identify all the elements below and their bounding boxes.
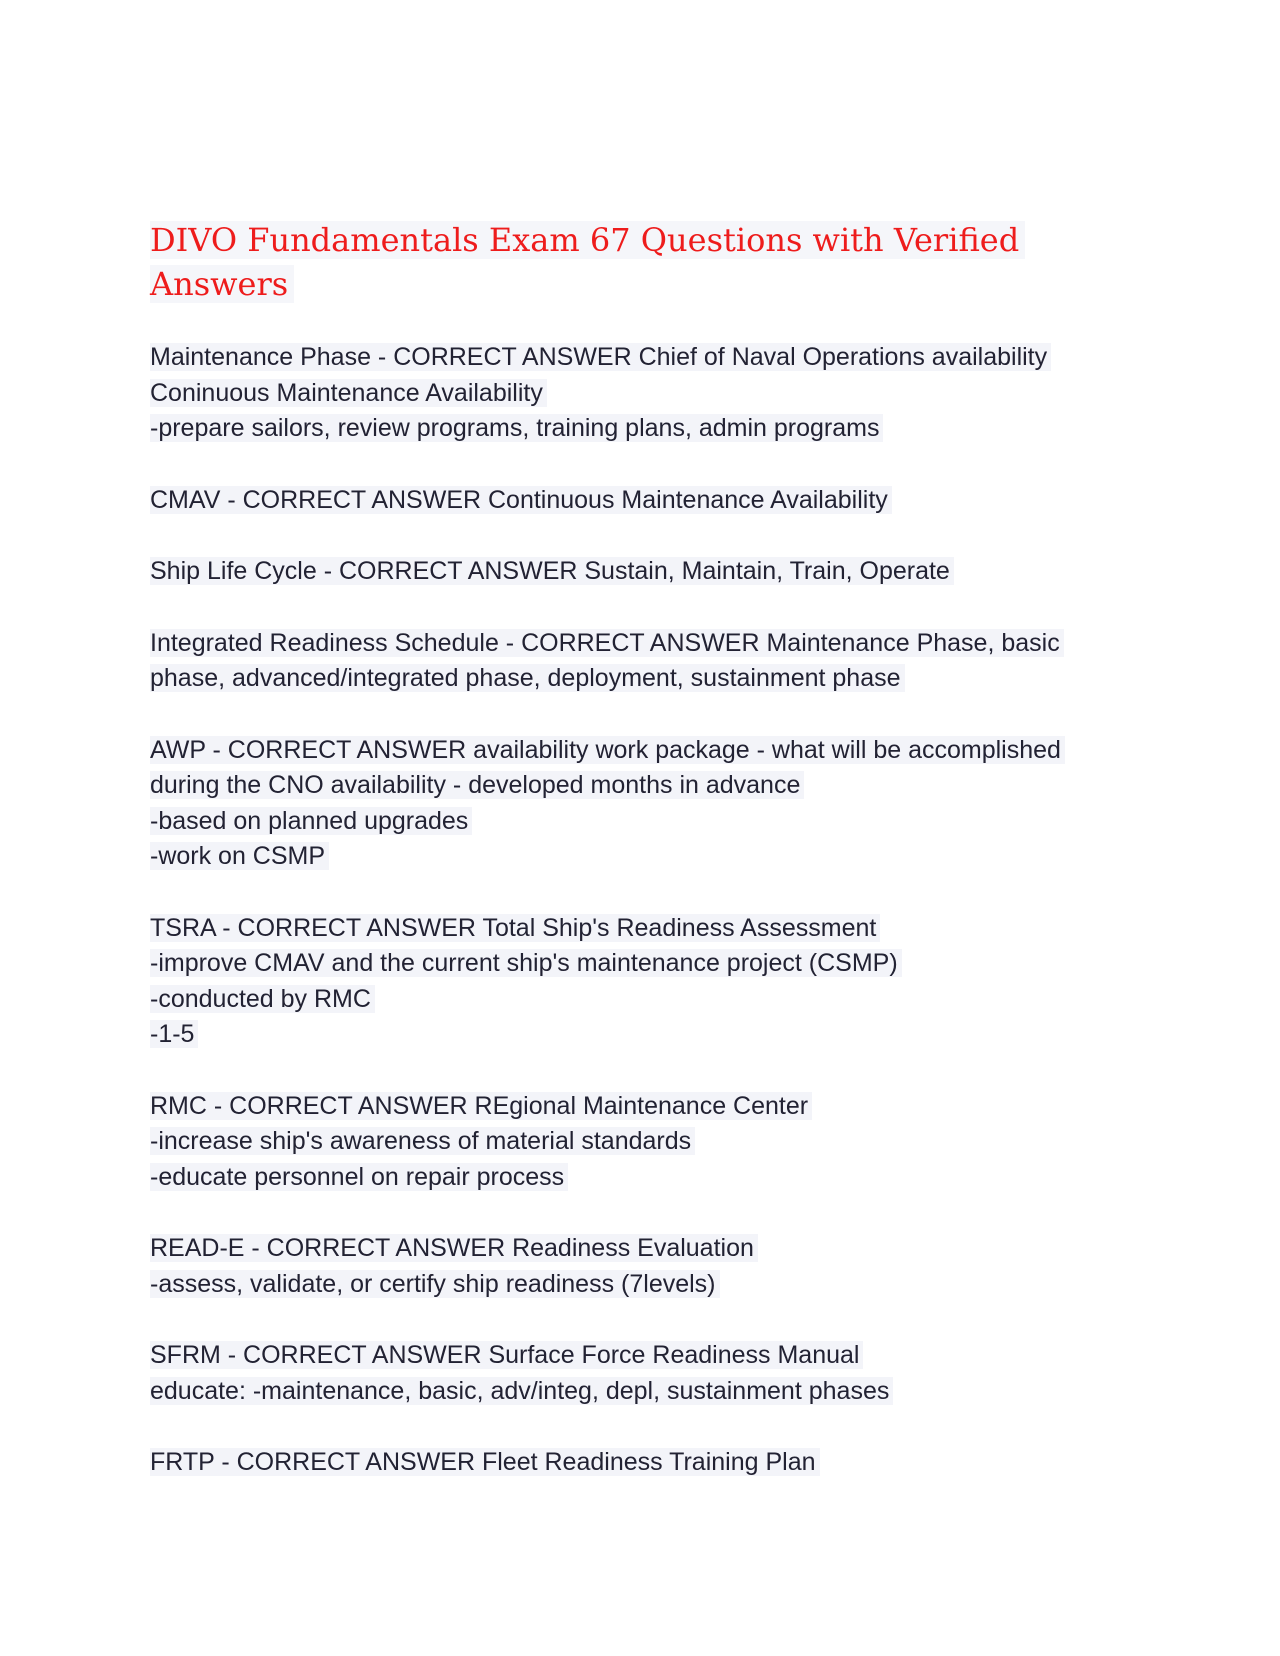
qa-line-text: -improve CMAV and the current ship's maintenance project (CSMP) xyxy=(150,949,902,977)
qa-line xyxy=(150,626,1110,662)
qa-line-text: -1-5 xyxy=(150,1020,198,1048)
qa-line xyxy=(150,1338,1110,1374)
qa-line xyxy=(150,839,1110,875)
qa-entry xyxy=(150,340,1110,447)
qa-line-text: -increase ship's awareness of material standards xyxy=(150,1127,695,1155)
qa-line-text: Ship Life Cycle - CORRECT ANSWER Sustain, Maintain, Train, Operate xyxy=(150,557,954,585)
qa-entry xyxy=(150,626,1110,697)
title-line: Answers xyxy=(150,265,294,303)
qa-line xyxy=(150,1231,1110,1267)
qa-line xyxy=(150,946,1110,982)
qa-line-text: Integrated Readiness Schedule - CORRECT ANSWER Maintenance Phase, basic xyxy=(150,629,1064,657)
qa-entry xyxy=(150,483,1110,519)
qa-line xyxy=(150,1124,1110,1160)
qa-entry xyxy=(150,733,1110,875)
qa-line-text: -prepare sailors, review programs, training plans, admin programs xyxy=(150,414,883,442)
qa-entry xyxy=(150,1338,1110,1409)
qa-line xyxy=(150,1267,1110,1303)
qa-line xyxy=(150,554,1110,590)
qa-entry xyxy=(150,911,1110,1053)
qa-entry xyxy=(150,1089,1110,1196)
qa-line xyxy=(150,1089,1110,1125)
qa-line-text: TSRA - CORRECT ANSWER Total Ship's Readiness Assessment xyxy=(150,914,880,942)
document-content xyxy=(150,218,1110,1517)
qa-line-text: SFRM - CORRECT ANSWER Surface Force Readiness Manual xyxy=(150,1341,863,1369)
qa-line xyxy=(150,1017,1110,1053)
qa-line-text: READ-E - CORRECT ANSWER Readiness Evaluation xyxy=(150,1234,758,1262)
qa-line-text: -educate personnel on repair process xyxy=(150,1163,568,1191)
document-title xyxy=(150,218,1110,306)
qa-line xyxy=(150,1160,1110,1196)
qa-line-text: RMC - CORRECT ANSWER REgional Maintenance Center xyxy=(150,1092,812,1120)
qa-line-text: educate: -maintenance, basic, adv/integ, depl, sustainment phases xyxy=(150,1377,893,1405)
qa-entry xyxy=(150,554,1110,590)
qa-line xyxy=(150,911,1110,947)
qa-line xyxy=(150,768,1110,804)
qa-line-text: CMAV - CORRECT ANSWER Continuous Maintenance Availability xyxy=(150,486,892,514)
qa-line-text: -based on planned upgrades xyxy=(150,807,472,835)
qa-line xyxy=(150,982,1110,1018)
qa-entry xyxy=(150,1445,1110,1481)
qa-line xyxy=(150,340,1110,376)
qa-line xyxy=(150,1374,1110,1410)
qa-line xyxy=(150,804,1110,840)
qa-line-text: AWP - CORRECT ANSWER availability work package - what will be accomplished xyxy=(150,736,1065,764)
qa-line-text: -work on CSMP xyxy=(150,842,329,870)
qa-line-text: Coninuous Maintenance Availability xyxy=(150,379,547,407)
qa-line-text: -conducted by RMC xyxy=(150,985,375,1013)
qa-line xyxy=(150,1445,1110,1481)
qa-line xyxy=(150,483,1110,519)
qa-line xyxy=(150,376,1110,412)
title-line: DIVO Fundamentals Exam 67 Questions with Verified xyxy=(150,221,1025,259)
qa-line xyxy=(150,661,1110,697)
qa-line-text: during the CNO availability - developed months in advance xyxy=(150,771,804,799)
qa-line-text: FRTP - CORRECT ANSWER Fleet Readiness Training Plan xyxy=(150,1448,820,1476)
qa-line-text: phase, advanced/integrated phase, deployment, sustainment phase xyxy=(150,664,905,692)
qa-entry xyxy=(150,1231,1110,1302)
qa-line-text: -assess, validate, or certify ship readiness (7levels) xyxy=(150,1270,720,1298)
qa-line xyxy=(150,411,1110,447)
qa-line-text: Maintenance Phase - CORRECT ANSWER Chief of Naval Operations availability xyxy=(150,343,1051,371)
qa-line xyxy=(150,733,1110,769)
